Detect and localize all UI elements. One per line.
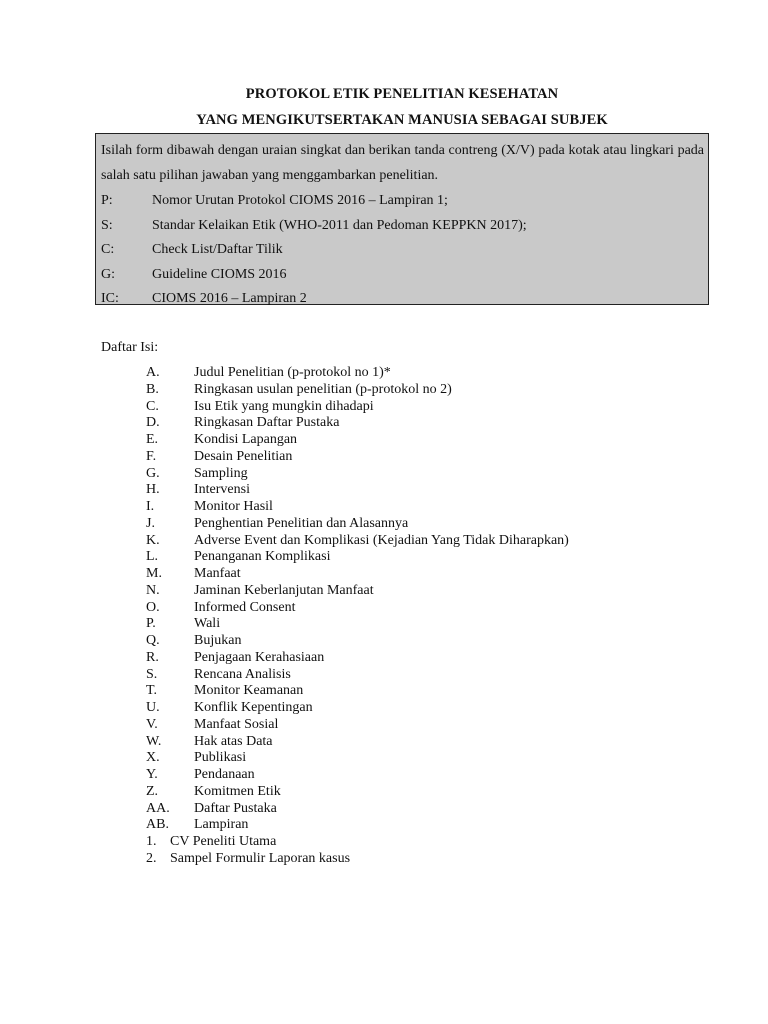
toc-item-letter: T. bbox=[146, 683, 158, 699]
toc-item-letter: S. bbox=[146, 666, 158, 682]
toc-item-label: Lampiran bbox=[194, 817, 249, 833]
toc-item-label: Publikasi bbox=[194, 750, 247, 766]
toc-item-label: Kondisi Lapangan bbox=[194, 432, 298, 447]
toc-item-label: Ringkasan usulan penelitian (p-protokol no 2) bbox=[194, 381, 452, 397]
toc-item bbox=[0, 466, 768, 483]
toc-sub-item-number: 2. bbox=[146, 850, 157, 866]
toc-item-label: Jaminan Keberlanjutan Manfaat bbox=[194, 582, 374, 598]
toc-item-label: Adverse Event dan Komplikasi (Kejadian Yang Tidak Diharapkan) bbox=[194, 532, 569, 548]
toc-item bbox=[0, 784, 768, 801]
document-title-line-1: PROTOKOL ETIK PENELITIAN KESEHATAN bbox=[245, 86, 559, 102]
toc-item-letter: G. bbox=[146, 465, 160, 481]
toc-item bbox=[0, 399, 768, 416]
table-of-contents bbox=[0, 365, 768, 868]
toc-item-letter: H. bbox=[146, 482, 160, 498]
toc-sub-item bbox=[0, 851, 768, 868]
toc-item-label: Manfaat Sosial bbox=[194, 716, 279, 732]
toc-item-label: Konflik Kepentingan bbox=[194, 700, 313, 715]
toc-item-letter: Q. bbox=[146, 633, 160, 648]
instruction-box bbox=[95, 133, 709, 305]
legend-desc: CIOMS 2016 – Lampiran 2 bbox=[152, 291, 307, 306]
toc-item-label: Wali bbox=[194, 616, 221, 632]
toc-item-label: Judul Penelitian (p-protokol no 1)* bbox=[194, 365, 391, 380]
toc-sub-item-label: Sampel Formulir Laporan kasus bbox=[170, 850, 351, 866]
toc-sub-item bbox=[0, 834, 768, 851]
toc-item-label: Pendanaan bbox=[194, 767, 255, 782]
legend-code: C: bbox=[101, 242, 115, 257]
toc-item-label: Penghentian Penelitian dan Alasannya bbox=[194, 515, 409, 531]
toc-item-letter: AA. bbox=[146, 800, 170, 816]
toc-item bbox=[0, 633, 768, 650]
toc-item-letter: Z. bbox=[146, 783, 159, 799]
toc-item-letter: P. bbox=[146, 616, 156, 632]
toc-item-label: Ringkasan Daftar Pustaka bbox=[194, 415, 340, 431]
instruction-text: Isilah form dibawah dengan uraian singkat dan berikan tanda contreng (X/V) pada kotak atau lingkari pada salah satu pilihan jawaban yang menggambarkan penelitian. bbox=[101, 143, 704, 183]
toc-item bbox=[0, 717, 768, 734]
toc-sub-item-number: 1. bbox=[146, 834, 157, 849]
toc-item bbox=[0, 750, 768, 767]
toc-item bbox=[0, 700, 768, 717]
legend-code: P: bbox=[101, 193, 113, 208]
toc-item-label: Monitor Keamanan bbox=[194, 683, 304, 699]
legend-code: IC: bbox=[101, 291, 119, 306]
toc-item-label: Informed Consent bbox=[194, 599, 296, 615]
toc-item bbox=[0, 449, 768, 466]
toc-item-label: Penanganan Komplikasi bbox=[194, 549, 331, 565]
toc-item bbox=[0, 382, 768, 399]
toc-item-letter: M. bbox=[146, 566, 162, 581]
toc-item-label: Manfaat bbox=[194, 566, 241, 581]
toc-item-letter: R. bbox=[146, 649, 159, 665]
toc-item-label: Sampling bbox=[194, 465, 248, 481]
toc-item bbox=[0, 600, 768, 617]
legend-desc: Guideline CIOMS 2016 bbox=[152, 267, 287, 282]
toc-item bbox=[0, 516, 768, 533]
toc-item bbox=[0, 683, 768, 700]
toc-item-label: Penjagaan Kerahasiaan bbox=[194, 649, 325, 665]
toc-item-letter: U. bbox=[146, 700, 160, 715]
legend-desc: Check List/Daftar Tilik bbox=[152, 242, 283, 257]
toc-sub-item-label: CV Peneliti Utama bbox=[170, 834, 277, 849]
toc-item bbox=[0, 616, 768, 633]
toc-item-letter: J. bbox=[146, 515, 155, 531]
toc-item bbox=[0, 533, 768, 550]
toc-item-letter: F. bbox=[146, 448, 157, 464]
toc-item-letter: E. bbox=[146, 432, 159, 447]
toc-item-label: Bujukan bbox=[194, 633, 242, 648]
toc-item-label: Monitor Hasil bbox=[194, 499, 273, 514]
toc-item bbox=[0, 583, 768, 600]
toc-item-letter: N. bbox=[146, 582, 160, 598]
toc-item bbox=[0, 734, 768, 751]
toc-item bbox=[0, 482, 768, 499]
toc-item-letter: O. bbox=[146, 599, 160, 615]
legend-desc: Nomor Urutan Protokol CIOMS 2016 – Lampiran 1; bbox=[152, 193, 448, 208]
toc-item bbox=[0, 566, 768, 583]
toc-item-letter: A. bbox=[146, 365, 160, 380]
toc-item-label: Rencana Analisis bbox=[194, 666, 291, 682]
toc-item bbox=[0, 650, 768, 667]
toc-item-label: Intervensi bbox=[194, 482, 250, 498]
toc-item-letter: Y. bbox=[146, 767, 158, 782]
toc-item-label: Hak atas Data bbox=[194, 733, 273, 749]
toc-item-label: Komitmen Etik bbox=[194, 783, 281, 799]
toc-item-letter: V. bbox=[146, 716, 158, 732]
toc-item bbox=[0, 801, 768, 818]
toc-item-letter: X. bbox=[146, 750, 160, 766]
toc-item-letter: L. bbox=[146, 549, 159, 565]
toc-item-letter: D. bbox=[146, 415, 160, 431]
document-title-line-2: YANG MENGIKUTSERTAKAN MANUSIA SEBAGAI SUBJEK bbox=[196, 112, 608, 128]
toc-item-letter: I. bbox=[146, 499, 155, 514]
legend-desc: Standar Kelaikan Etik (WHO-2011 dan Pedoman KEPPKN 2017); bbox=[152, 218, 527, 233]
toc-item-label: Daftar Pustaka bbox=[194, 800, 277, 816]
toc-item bbox=[0, 365, 768, 382]
toc-item bbox=[0, 549, 768, 566]
legend-code: G: bbox=[101, 267, 115, 282]
toc-item bbox=[0, 667, 768, 684]
toc-item-letter: AB. bbox=[146, 817, 169, 833]
toc-item bbox=[0, 767, 768, 784]
toc-item bbox=[0, 499, 768, 516]
toc-item-letter: B. bbox=[146, 381, 159, 397]
toc-item-letter: K. bbox=[146, 532, 160, 548]
toc-heading: Daftar Isi: bbox=[101, 340, 159, 355]
toc-item-letter: W. bbox=[146, 733, 162, 749]
toc-item-label: Isu Etik yang mungkin dihadapi bbox=[194, 398, 374, 414]
toc-item-letter: C. bbox=[146, 398, 159, 414]
toc-item-label: Desain Penelitian bbox=[194, 448, 293, 464]
toc-item bbox=[0, 415, 768, 432]
legend-code: S: bbox=[101, 218, 113, 233]
toc-item bbox=[0, 432, 768, 449]
toc-item bbox=[0, 817, 768, 834]
